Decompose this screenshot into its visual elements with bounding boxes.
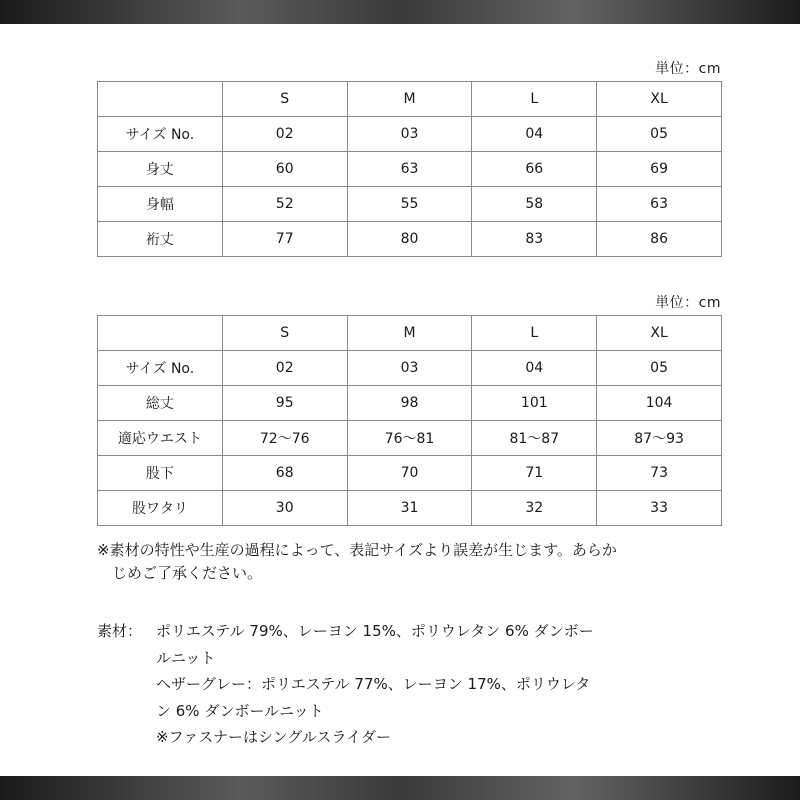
- table-cell: 95: [222, 386, 347, 421]
- material-line: ポリエステル 79%、レーヨン 15%、ポリウレタン 6% ダンボー: [156, 622, 594, 640]
- header-corner-cell: [98, 82, 223, 117]
- table-header-row: [98, 82, 722, 117]
- table-cell: 33: [597, 491, 722, 526]
- header-cell-s: S: [222, 82, 347, 117]
- header-cell-xl: XL: [597, 82, 722, 117]
- header-cell-l: L: [472, 82, 597, 117]
- unit-label-bottom: 単位：cm: [655, 295, 721, 311]
- table-cell: 87〜93: [597, 421, 722, 456]
- row-label: 適応ウエスト: [98, 421, 223, 456]
- table-cell: 81〜87: [472, 421, 597, 456]
- header-corner-cell: [98, 316, 223, 351]
- table-cell: 80: [347, 222, 472, 257]
- table-row: [98, 152, 722, 187]
- table-cell: 02: [222, 351, 347, 386]
- table-cell: 83: [472, 222, 597, 257]
- header-cell-m: M: [347, 316, 472, 351]
- top-decorative-band: [0, 0, 800, 24]
- row-label: サイズ No.: [98, 351, 223, 386]
- table-row: [98, 421, 722, 456]
- table-cell: 77: [222, 222, 347, 257]
- table-cell: 30: [222, 491, 347, 526]
- header-cell-l: L: [472, 316, 597, 351]
- table-cell: 60: [222, 152, 347, 187]
- row-label: 総丈: [98, 386, 223, 421]
- table-cell: 04: [472, 117, 597, 152]
- table-cell: 104: [597, 386, 722, 421]
- table-cell: 32: [472, 491, 597, 526]
- table-row: [98, 386, 722, 421]
- table-row: [98, 222, 722, 257]
- table-cell: 52: [222, 187, 347, 222]
- table-cell: 58: [472, 187, 597, 222]
- row-label: 裄丈: [98, 222, 223, 257]
- table-cell: 69: [597, 152, 722, 187]
- note-line: じめご了承ください。: [112, 564, 263, 582]
- material-section: [97, 618, 737, 751]
- table-cell: 63: [597, 187, 722, 222]
- unit-label-top: 単位：cm: [655, 61, 721, 77]
- table-cell: 101: [472, 386, 597, 421]
- table-row: [98, 351, 722, 386]
- table-cell: 98: [347, 386, 472, 421]
- size-disclaimer-note: [97, 539, 737, 585]
- table-cell: 63: [347, 152, 472, 187]
- table-cell: 68: [222, 456, 347, 491]
- note-line: ※素材の特性や生産の過程によって、表記サイズより誤差が生じます。あらか: [97, 541, 617, 559]
- table-cell: 31: [347, 491, 472, 526]
- table-cell: 02: [222, 117, 347, 152]
- material-description: [156, 618, 737, 751]
- row-label: サイズ No.: [98, 117, 223, 152]
- row-label: 身幅: [98, 187, 223, 222]
- table-cell: 03: [347, 351, 472, 386]
- size-table-bottom: [97, 315, 722, 526]
- size-table-top: [97, 81, 722, 257]
- table-cell: 72〜76: [222, 421, 347, 456]
- table-cell: 71: [472, 456, 597, 491]
- table-cell: 66: [472, 152, 597, 187]
- table-cell: 05: [597, 117, 722, 152]
- table-cell: 03: [347, 117, 472, 152]
- material-line: ヘザーグレー：ポリエステル 77%、レーヨン 17%、ポリウレタ: [156, 675, 591, 693]
- header-cell-s: S: [222, 316, 347, 351]
- material-line: ルニット: [156, 648, 216, 667]
- material-line: ン 6% ダンボールニット: [156, 701, 324, 720]
- bottom-decorative-band: [0, 776, 800, 800]
- header-cell-m: M: [347, 82, 472, 117]
- table-cell: 05: [597, 351, 722, 386]
- row-label: 股ワタリ: [98, 491, 223, 526]
- table-cell: 55: [347, 187, 472, 222]
- material-line: ※ファスナーはシングルスライダー: [156, 728, 391, 746]
- row-label: 股下: [98, 456, 223, 491]
- table-row: [98, 117, 722, 152]
- header-cell-xl: XL: [597, 316, 722, 351]
- table-cell: 70: [347, 456, 472, 491]
- table-row: [98, 456, 722, 491]
- table-cell: 73: [597, 456, 722, 491]
- table-cell: 04: [472, 351, 597, 386]
- material-label: 素材：: [97, 622, 143, 640]
- table-row: [98, 187, 722, 222]
- table-row: [98, 491, 722, 526]
- table-cell: 86: [597, 222, 722, 257]
- row-label: 身丈: [98, 152, 223, 187]
- table-cell: 76〜81: [347, 421, 472, 456]
- table-header-row: [98, 316, 722, 351]
